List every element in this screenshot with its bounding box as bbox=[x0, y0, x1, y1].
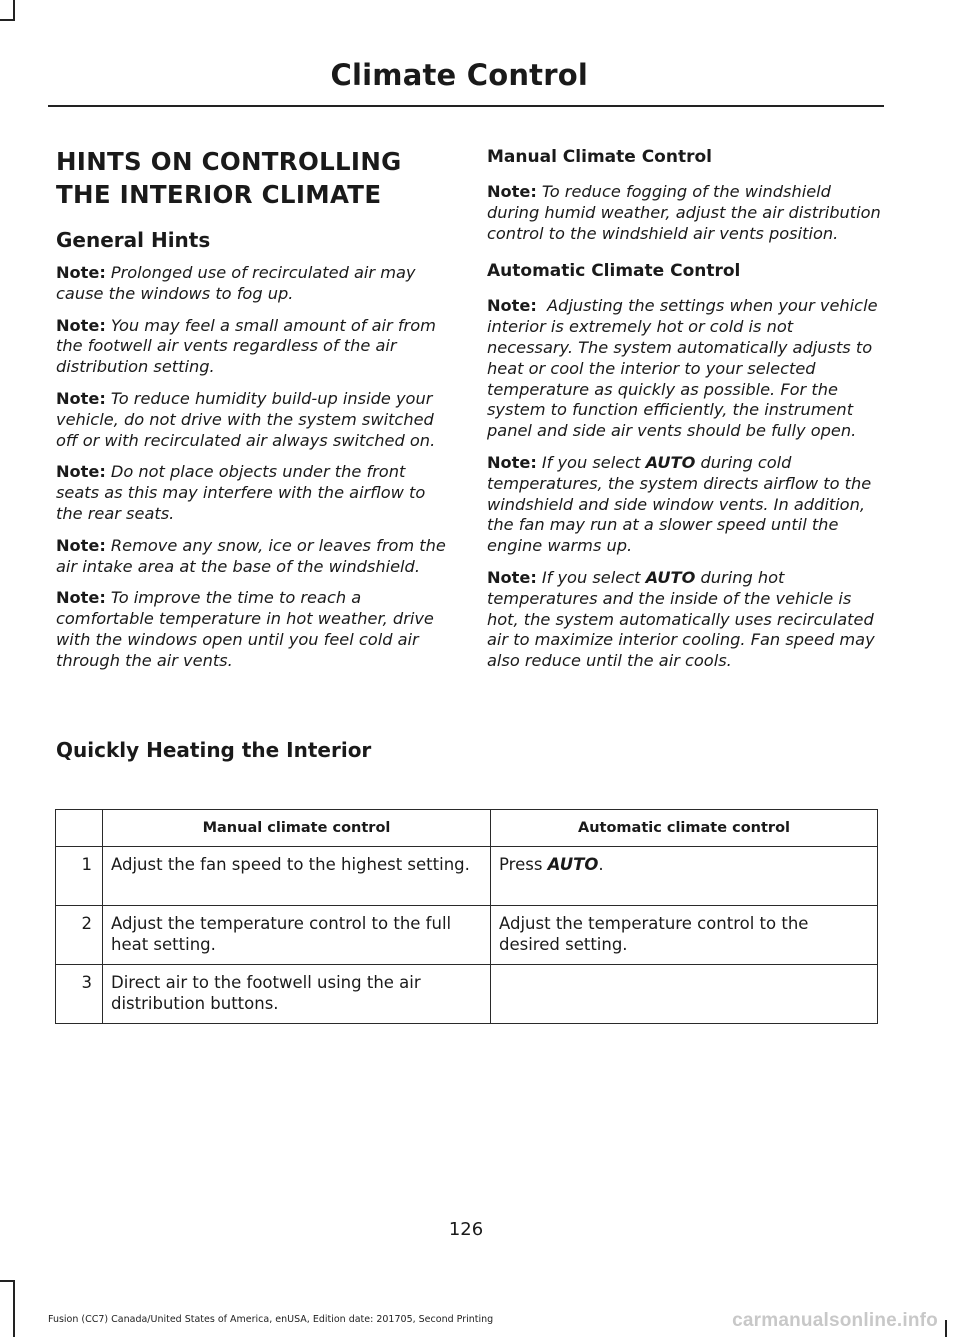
table-row bbox=[56, 847, 878, 906]
table-header-row bbox=[56, 810, 878, 847]
header-rule bbox=[48, 105, 884, 107]
note-label: Note: bbox=[56, 388, 106, 408]
auto-cell bbox=[491, 906, 878, 965]
row-number: 1 bbox=[56, 847, 103, 906]
auto-key-label: AUTO bbox=[645, 452, 696, 472]
note-text: To reduce humidity build-up inside your vehicle, do not drive with the system switched off or with recirculated air always switched on. bbox=[56, 388, 436, 450]
auto-key-label: AUTO bbox=[547, 855, 599, 874]
auto-cell-pre: Adjust the temperature control to the desired setting. bbox=[499, 914, 809, 954]
note-label: Note: bbox=[56, 462, 106, 482]
auto-cell-pre: Press bbox=[499, 855, 548, 874]
note-paragraph bbox=[56, 316, 450, 378]
watermark-logo: carmanualsonline.info bbox=[732, 1310, 938, 1331]
row-number: 2 bbox=[56, 906, 103, 965]
crop-mark-top-left-h bbox=[0, 19, 15, 21]
crop-mark-bottom-left-h bbox=[0, 1280, 15, 1282]
note-paragraph bbox=[56, 462, 450, 524]
footer-edition-text: Fusion (CC7) Canada/United States of America, enUSA, Edition date: 201705, Second Printing bbox=[48, 1314, 494, 1325]
note-text-post: during hot temperatures and the inside of the vehicle is hot, the system automatically uses recirculated air to maximize interior cooling. Fan speed may also reduce until the air cools. bbox=[487, 567, 875, 671]
table-header-num bbox=[56, 810, 103, 847]
manual-cell: Adjust the temperature control to the full heat setting. bbox=[103, 906, 491, 965]
note-text: Prolonged use of recirculated air may cause the windows to fog up. bbox=[56, 263, 416, 303]
quick-heat-table bbox=[55, 809, 878, 1024]
table-header-auto: Automatic climate control bbox=[491, 810, 878, 847]
auto-cell-post: . bbox=[598, 855, 604, 874]
right-column bbox=[487, 146, 881, 683]
note-text: You may feel a small amount of air from the footwell air vents regardless of the air distribution setting. bbox=[56, 315, 436, 377]
page-number: 126 bbox=[448, 1219, 484, 1240]
crop-mark-bottom-right-v bbox=[945, 1320, 947, 1337]
auto-cell bbox=[491, 965, 878, 1024]
note-paragraph bbox=[56, 389, 450, 451]
note-label: Note: bbox=[487, 296, 537, 316]
crop-mark-top-left-v bbox=[13, 0, 15, 20]
note-text-pre: If you select bbox=[541, 567, 646, 587]
cold-auto-note bbox=[487, 453, 881, 557]
note-label: Note: bbox=[487, 567, 537, 587]
note-text: Do not place objects under the front seats as this may interfere with the airflow to the rear seats. bbox=[56, 462, 426, 523]
note-text: Remove any snow, ice or leaves from the air intake area at the base of the windshield. bbox=[56, 535, 446, 576]
section-title: HINTS ON CONTROLLING THE INTERIOR CLIMATE bbox=[56, 147, 402, 209]
row-number: 3 bbox=[56, 965, 103, 1024]
manual-cell: Adjust the fan speed to the highest setting. bbox=[103, 847, 491, 906]
crop-mark-bottom-left-v bbox=[13, 1280, 15, 1337]
note-paragraph bbox=[56, 263, 450, 305]
note-label: Note: bbox=[487, 182, 537, 201]
note-label: Note: bbox=[487, 452, 537, 472]
automatic-note bbox=[487, 296, 881, 442]
hot-auto-note bbox=[487, 568, 881, 672]
note-label: Note: bbox=[56, 315, 106, 335]
note-text-pre: If you select bbox=[541, 452, 646, 472]
auto-cell bbox=[491, 847, 878, 906]
table-row bbox=[56, 906, 878, 965]
auto-key-label: AUTO bbox=[645, 567, 696, 587]
table-row bbox=[56, 965, 878, 1024]
note-label: Note: bbox=[56, 263, 106, 282]
note-text: To improve the time to reach a comfortable temperature in hot weather, drive with the windows open until you feel cold air through the air vents. bbox=[56, 588, 434, 670]
manual-cell: Direct air to the footwell using the air distribution buttons. bbox=[103, 965, 491, 1024]
note-text: Adjusting the settings when your vehicle interior is extremely hot or cold is not necessary. The system automatically adjusts to heat or cool the interior to your selected temperature as quickly as possible. For the system to function efficiently, the instrument panel and side air vents should be fully open. bbox=[487, 296, 878, 441]
quick-heat-heading: Quickly Heating the Interior bbox=[56, 738, 372, 762]
note-label: Note: bbox=[56, 535, 106, 555]
general-hints-heading: General Hints bbox=[56, 228, 211, 252]
automatic-climate-heading: Automatic Climate Control bbox=[487, 261, 741, 282]
page-header-title: Climate Control bbox=[330, 58, 588, 92]
table-header-manual: Manual climate control bbox=[103, 810, 491, 847]
note-paragraph bbox=[56, 536, 450, 578]
note-paragraph bbox=[56, 588, 450, 671]
note-label: Note: bbox=[56, 588, 106, 608]
note-text: To reduce fogging of the windshield during humid weather, adjust the air distribution control to the windshield air vents position. bbox=[487, 182, 881, 243]
left-column bbox=[56, 145, 450, 683]
manual-note bbox=[487, 182, 881, 244]
manual-climate-heading: Manual Climate Control bbox=[487, 147, 712, 167]
note-text-post: during cold temperatures, the system directs airflow to the windshield and side window vents. In addition, the fan may run at a slower speed until the engine warms up. bbox=[487, 452, 872, 556]
